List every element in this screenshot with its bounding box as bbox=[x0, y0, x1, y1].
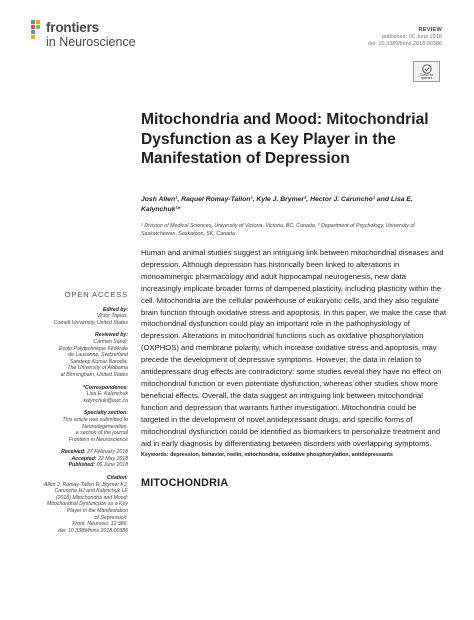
article-type: REVIEW bbox=[418, 27, 442, 33]
dates-block bbox=[30, 449, 128, 469]
keywords-values: depression, behavior, reelin, mitochondria, oxidative phosphorylation, antidepressants bbox=[170, 452, 393, 458]
reviewer-line: Sandeep Kumar Barodia, bbox=[69, 358, 128, 365]
journal-logo[interactable] bbox=[30, 19, 170, 49]
received-row bbox=[30, 449, 128, 456]
published-label: Published: bbox=[68, 462, 96, 469]
open-access-badge: OPEN ACCESS bbox=[64, 290, 128, 299]
reviewer-line: The University of Alabama bbox=[67, 365, 128, 372]
article-sidebar bbox=[30, 292, 128, 540]
accepted-label: Accepted: bbox=[71, 455, 97, 462]
check-for-updates-label: Check for updates bbox=[419, 72, 434, 80]
citation-doi[interactable]: doi: 10.3389/fnins.2018.00386 bbox=[58, 527, 128, 534]
specialty-line: This article was submitted to bbox=[62, 416, 128, 423]
citation-line: (2018) Mitochondria and Mood: bbox=[55, 494, 128, 501]
specialty-block bbox=[30, 410, 128, 443]
reviewer-line: École Polytechnique Fédérale bbox=[59, 345, 128, 352]
author-list: Josh Allen¹, Raquel Romay-Tallon¹, Kyle J. Brymer², Hector J. Caruncho¹ and Lisa E. Kalynchuk¹* bbox=[141, 196, 413, 213]
frontiers-logo-icon bbox=[30, 19, 44, 43]
citation-line: Mitochondrial Dysfunction as a Key bbox=[46, 501, 128, 508]
citation-line: of Depression. bbox=[94, 514, 128, 521]
reviewer-line: de Lausanne, Switzerland bbox=[68, 352, 128, 359]
edited-by-label: Edited by: bbox=[102, 306, 128, 313]
specialty-line: a section of the journal bbox=[75, 430, 128, 437]
received-label: Received: bbox=[61, 449, 86, 456]
correspondence-name: Lisa E. Kalynchuk bbox=[86, 391, 128, 398]
specialty-line: Neurodegeneration, bbox=[82, 423, 128, 430]
section-heading: MITOCHONDRIA bbox=[141, 477, 229, 489]
reviewed-by-label: Reviewed by: bbox=[94, 332, 128, 339]
editor-line: Cornell University, United States bbox=[53, 319, 128, 326]
reviewer-line: at Birmingham, United States bbox=[60, 371, 128, 378]
logo-journal: in Neuroscience bbox=[46, 34, 136, 49]
citation-label: Citation: bbox=[106, 475, 128, 482]
citation-line: Front. Neurosci. 12:386. bbox=[72, 521, 128, 528]
citation-line: Player in the Manifestation bbox=[66, 508, 128, 515]
accepted-date: 22 May 2018 bbox=[98, 455, 128, 462]
editor-line: Victor Tapias, bbox=[96, 313, 128, 320]
published-date-sidebar: 06 June 2018 bbox=[96, 462, 128, 469]
accepted-row bbox=[30, 456, 128, 463]
check-for-updates-button[interactable] bbox=[413, 61, 440, 82]
keywords-label: Keywords: bbox=[141, 452, 169, 458]
affiliations: ¹ Division of Medical Sciences, University of Victoria, Victoria, BC, Canada, ² Department of Psychology, University of Saskatchewan, Saskatoon, SK, Canada bbox=[141, 223, 415, 237]
doi-link[interactable]: doi: 10.3389/fnins.2018.00386 bbox=[367, 40, 442, 47]
logo-name: frontiers bbox=[46, 20, 99, 35]
correspondence-block bbox=[30, 385, 128, 405]
published-date: published: 06 June 2018 bbox=[382, 33, 442, 40]
keywords bbox=[141, 452, 441, 459]
received-date: 27 February 2018 bbox=[87, 449, 128, 456]
article-title: Mitochondria and Mood: Mitochondrial Dysfunction as a Key Player in the Manifestation of Depression bbox=[141, 111, 429, 168]
citation-line: Caruncho HJ and Kalynchuk LE bbox=[54, 488, 128, 495]
edited-by-block bbox=[30, 307, 128, 327]
reviewer-line: Carmen Sandi, bbox=[93, 338, 128, 345]
published-row bbox=[30, 462, 128, 469]
correspondence-email[interactable]: kalynchuk@uvic.ca bbox=[83, 397, 128, 404]
specialty-label: Specialty section: bbox=[83, 410, 128, 417]
citation-line: Allen J, Romay-Tallon R, Brymer KJ, bbox=[44, 481, 128, 488]
reviewed-by-block bbox=[30, 332, 128, 378]
abstract: Human and animal studies suggest an intriguing link between mitochondrial diseases and depression. Although depression has historically been linked to alterations in monoaminergic pharmacology and adult hippocampal neurogenesis, new data increasingly implicate broader forms of dampened plasticity, including plasticity within the cell. Mitochondria are the cellular powerhouse of eukaryotic cells, and they also regulate brain function through oxidative stress and apoptosis. In this paper, we make the case that mitochondrial dysfunction could play an important role in the pathophysiology of depression. Alterations in mitochondrial functions such as oxidative phosphorylation (OXPHOS) and membrane polarity, which increase oxidative stress and apoptosis, may precede the development of depressive symptoms. However, the data in relation to antidepressant drug effects are contradictory: some studies reveal they have no effect on mitochondrial function or even potentiate dysfunction, whereas other studies show more beneficial effects. Overall, the data suggest an intriguing link between mitochondrial function and depression that warrants further investigation. Mitochondria could be targeted in the development of novel antidepressant drugs, and specific forms of mitochondrial dysfunction could be identified as biomarkers to personalize treatment and aid in early diagnosis by differentiating between disorders with overlapping symptoms. bbox=[141, 248, 447, 448]
correspondence-label: *Correspondence: bbox=[83, 384, 128, 391]
citation-block bbox=[30, 475, 128, 534]
article-meta-header bbox=[368, 27, 442, 48]
specialty-line: Frontiers in Neuroscience bbox=[68, 436, 128, 443]
